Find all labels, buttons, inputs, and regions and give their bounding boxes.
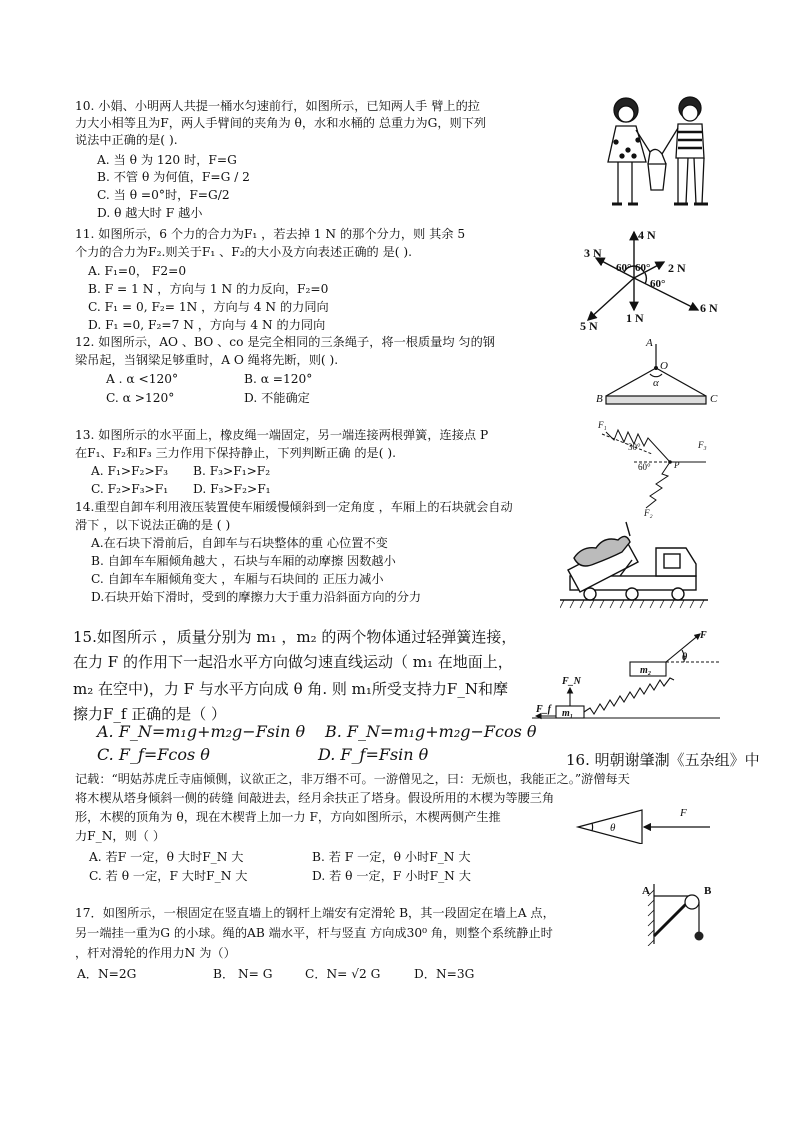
q11-option-b: B. F = 1 N ，方向与 1 N 的力反向，F₂=0 bbox=[88, 282, 329, 296]
q15-option-b: B. F_N=m₁g+m₂g−Fcos θ bbox=[325, 722, 537, 741]
q10-stem-line3: 说法中正确的是( ). bbox=[75, 133, 178, 147]
q15-stem-line2: 在力 F 的作用下一起沿水平方向做匀速直线运动（ m₁ 在地面上， bbox=[73, 653, 513, 671]
label-b: B bbox=[596, 393, 603, 405]
q15-stem-line3: m₂ 在空中)，力 F 与水平方向成 θ 角. 则 m₁所受支持力F_N和摩 bbox=[73, 680, 508, 698]
q12-option-c: C. α >120° bbox=[106, 391, 175, 405]
q16-option-d: D. 若 θ 一定，F 小时F_N 大 bbox=[312, 869, 471, 883]
q16-stem-line1: 记载：“明姑苏虎丘寺庙倾侧，议欲正之，非万缗不可。一游僧见之，曰：无烦也，我能正之。”游僧每天 bbox=[75, 772, 630, 786]
q13-option-d: D. F₃>F₂>F₁ bbox=[193, 482, 271, 496]
q14-option-a: A.在石块下滑前后，自卸车与石块整体的重 心位置不变 bbox=[91, 536, 388, 550]
angle-60: 60° bbox=[638, 462, 651, 472]
q15-stem-line4: 擦力F_f 正确的是（ ） bbox=[73, 705, 226, 723]
label-f1: F₁ bbox=[598, 420, 607, 430]
q12-option-a: A . α <120° bbox=[106, 372, 179, 386]
q11-option-a: A. F₁=0， F2=0 bbox=[88, 264, 187, 278]
q14-stem-line1: 14.重型自卸车利用液压装置使车厢缓慢倾斜到一定角度 ，车厢上的石块就会自动 bbox=[75, 500, 513, 514]
label-m1: m₁ bbox=[562, 708, 574, 719]
label-theta: θ bbox=[682, 652, 688, 663]
label-2n: 2 N bbox=[668, 261, 686, 275]
angle-60-b: 60° bbox=[635, 262, 651, 274]
q11-option-d: D. F₁ =0, F₂=7 N ，方向与 4 N 的力同向 bbox=[88, 318, 326, 332]
q17-stem-line3: ，杆对滑轮的作用力N 为（） bbox=[75, 946, 236, 960]
q10-stem-line1: 10. 小娟、小明两人共提一桶水匀速前行，如图所示，已知两人手 臂上的拉 bbox=[75, 99, 480, 113]
label-3n: 3 N bbox=[584, 246, 602, 260]
label-theta: θ bbox=[610, 822, 616, 834]
q17-option-b: B． N= G bbox=[213, 967, 273, 981]
q10-option-c: C. 当 θ =0°时，F=G/2 bbox=[97, 188, 230, 202]
wedge-figure bbox=[574, 798, 714, 844]
steel-beam-ropes-figure bbox=[592, 334, 722, 416]
label-1n: 1 N bbox=[626, 311, 644, 325]
q17-option-c: C．N= √2 G bbox=[305, 967, 381, 981]
children-carrying-bucket-figure bbox=[598, 92, 726, 220]
label-ff: F_f bbox=[536, 704, 551, 715]
q17-option-a: A．N=2G bbox=[77, 967, 137, 981]
q13-option-a: A. F₁>F₂>F₃ bbox=[91, 464, 168, 478]
q15-stem-line1: 15.如图所示 ，质量分别为 m₁ ，m₂ 的两个物体通过轻弹簧连接， bbox=[73, 628, 517, 646]
six-forces-figure bbox=[578, 222, 728, 334]
q16-option-b: B. 若 F 一定，θ 小时F_N 大 bbox=[312, 850, 471, 864]
q14-option-d: D.石块开始下滑时，受到的摩擦力大于重力沿斜面方向的分力 bbox=[91, 590, 422, 604]
label-5n: 5 N bbox=[580, 319, 598, 333]
q15-option-c: C. F_f=Fcos θ bbox=[97, 745, 210, 764]
spring-forces-figure bbox=[594, 418, 714, 518]
q16-stem-line0: 16. 明朝谢肇淛《五杂组》中 bbox=[566, 751, 760, 769]
q17-option-d: D．N=3G bbox=[414, 967, 475, 981]
q15-option-a: A. F_N=m₁g+m₂g−Fsin θ bbox=[97, 722, 306, 741]
label-m2: m₂ bbox=[640, 665, 652, 676]
angle-30: 30° bbox=[628, 442, 641, 452]
q10-option-d: D. θ 越大时 F 越小 bbox=[97, 206, 203, 220]
label-f2: F₂ bbox=[644, 508, 653, 518]
q14-option-c: C. 自卸车车厢倾角变大 ，车厢与石块间的 正压力减小 bbox=[91, 572, 384, 586]
label-c: C bbox=[710, 393, 718, 405]
label-alpha: α bbox=[653, 377, 659, 389]
angle-60-a: 60° bbox=[616, 262, 632, 274]
dump-truck-figure bbox=[560, 518, 710, 610]
label-f3: F₃ bbox=[698, 440, 707, 450]
label-a: A bbox=[646, 337, 653, 349]
label-o: O bbox=[660, 360, 668, 372]
q13-option-c: C. F₂>F₃>F₁ bbox=[91, 482, 169, 496]
angle-60-c: 60° bbox=[650, 278, 666, 290]
q10-option-b: B. 不管 θ 为何值，F=G / 2 bbox=[97, 170, 250, 184]
q17-stem-line2: 另一端挂一重为G 的小球。绳的AB 端水平，杆与竖直 方向成30⁰ 角，则整个系统静止时 bbox=[75, 926, 553, 940]
q11-option-c: C. F₁ = 0, F₂= 1N ，方向与 4 N 的力同向 bbox=[88, 300, 329, 314]
label-a: A bbox=[642, 885, 650, 897]
q16-stem-line2: 将木楔从塔身倾斜一侧的砖缝 间敲进去，经月余扶正了塔身。假设所用的木楔为等腰三角 bbox=[75, 791, 555, 805]
q13-option-b: B. F₃>F₁>F₂ bbox=[193, 464, 271, 478]
q13-stem-line1: 13. 如图所示的水平面上，橡皮绳一端固定，另一端连接两根弹簧，连接点 P bbox=[75, 428, 489, 442]
q12-option-b: B. α =120° bbox=[244, 372, 313, 386]
q16-option-c: C. 若 θ 一定，F 大时F_N 大 bbox=[89, 869, 248, 883]
label-p: P bbox=[674, 460, 680, 470]
q14-stem-line2: 滑下 ，以下说法正确的是 ( ) bbox=[75, 518, 231, 532]
q11-stem-line2: 个力的合力为F₂.则关于F₁ 、F₂的大小及方向表述正确的 是( ). bbox=[75, 245, 413, 259]
label-fn: F_N bbox=[562, 676, 581, 687]
q13-stem-line2: 在F₁、F₂和F₃ 三力作用下保持静止，下列判断正确 的是( ). bbox=[75, 446, 396, 460]
label-f: F bbox=[680, 807, 687, 819]
q12-stem-line1: 12. 如图所示，AO 、BO 、co 是完全相同的三条绳子，将一根质量均 匀的钢 bbox=[75, 335, 495, 349]
q17-stem-line1: 17．如图所示，一根固定在竖直墙上的钢杆上端安有定滑轮 B，其一段固定在墙上A 点， bbox=[75, 906, 555, 920]
pulley-rod-figure bbox=[640, 880, 720, 946]
q16-stem-line4: 力F_N，则（ ） bbox=[75, 829, 166, 843]
q11-stem-line1: 11. 如图所示，6 个力的合力为F₁ ，若去掉 1 N 的那个分力，则 其余 5 bbox=[75, 227, 466, 241]
label-4n: 4 N bbox=[638, 228, 656, 242]
spring-masses-figure bbox=[532, 628, 722, 728]
q10-option-a: A. 当 θ 为 120 时，F=G bbox=[97, 153, 237, 167]
label-f: F bbox=[700, 630, 707, 641]
q16-stem-line3: 形，木楔的顶角为 θ，现在木楔背上加一力 F，方向如图所示，木楔两侧产生推 bbox=[75, 810, 501, 824]
q14-option-b: B. 自卸车车厢倾角越大 ，石块与车厢的动摩擦 因数越小 bbox=[91, 554, 396, 568]
q12-stem-line2: 梁吊起，当钢梁足够重时，A O 绳将先断，则( ). bbox=[75, 353, 339, 367]
label-b: B bbox=[704, 885, 712, 897]
label-6n: 6 N bbox=[700, 301, 718, 315]
q16-option-a: A. 若F 一定，θ 大时F_N 大 bbox=[89, 850, 244, 864]
q15-option-d: D. F_f=Fsin θ bbox=[318, 745, 429, 764]
q12-option-d: D. 不能确定 bbox=[244, 391, 310, 405]
q10-stem-line2: 力大小相等且为F，两人手臂间的夹角为 θ，水和水桶的 总重力为G，则下列 bbox=[75, 116, 487, 130]
